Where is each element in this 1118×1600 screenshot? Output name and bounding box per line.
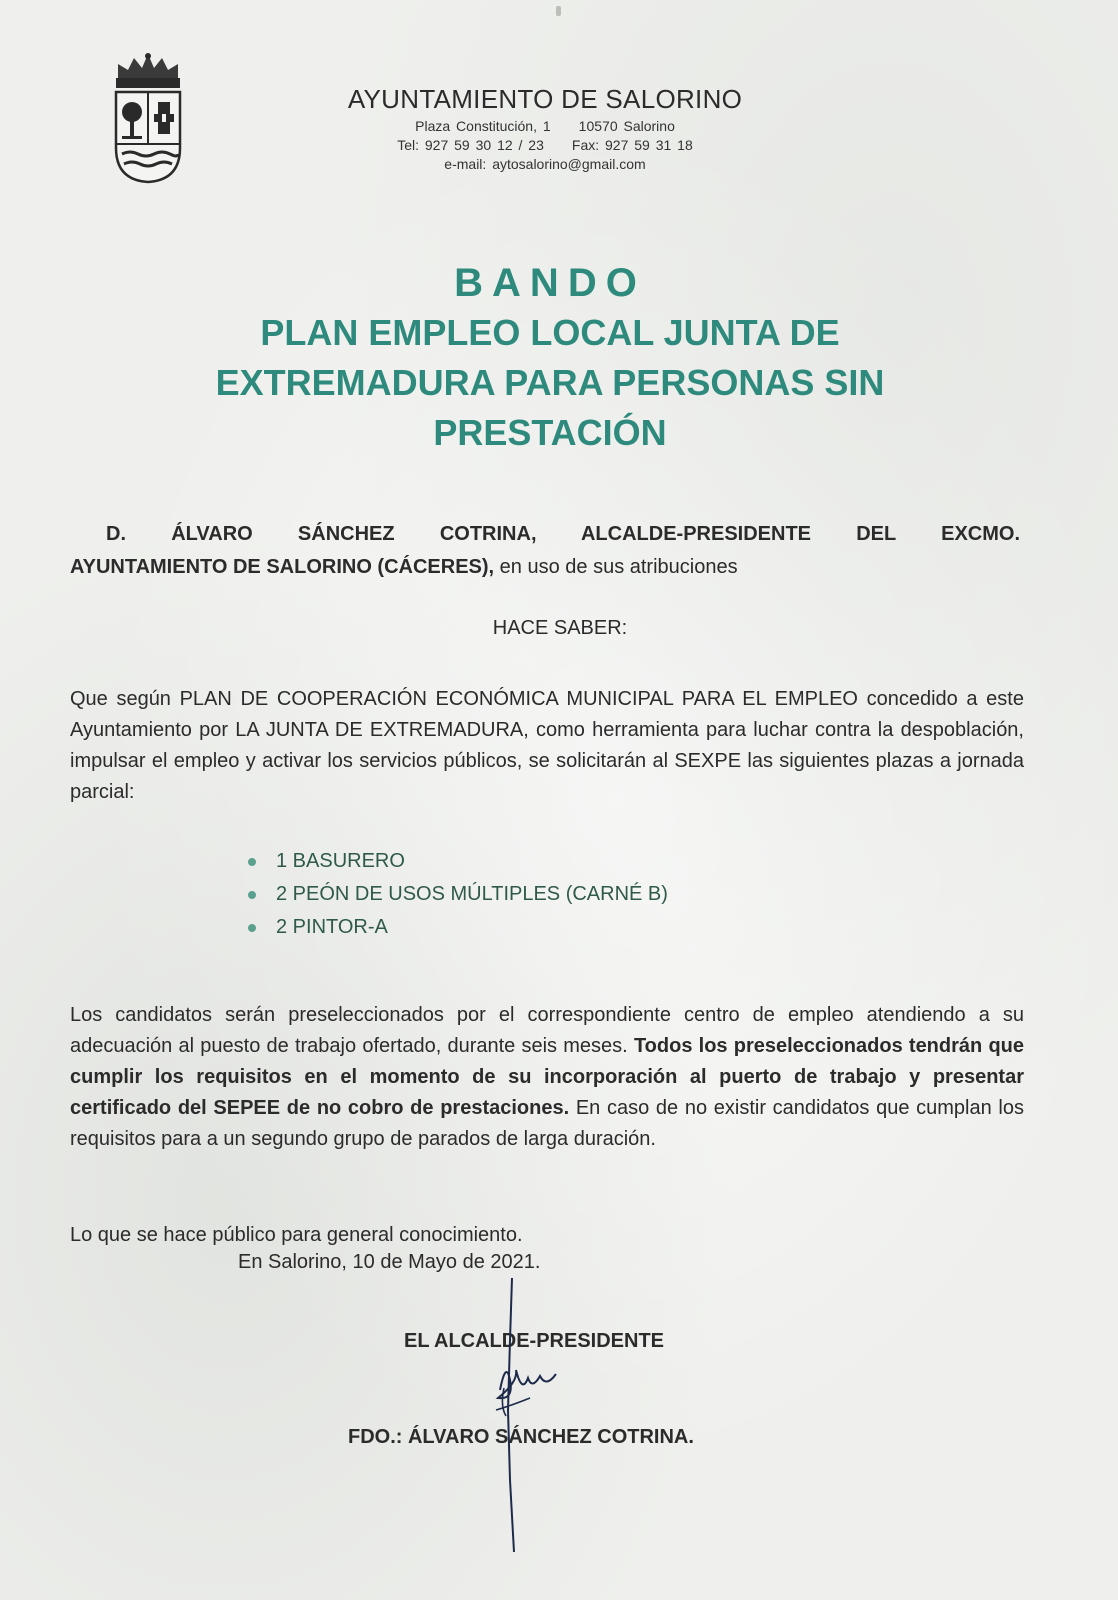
intro-line-2-bold: AYUNTAMIENTO DE SALORINO (CÁCERES), — [70, 556, 495, 578]
candidates-requirements-bold: Todos los preseleccionados tendrán que cumplir los requisitos en el momento de su incorporación al puerto de trabajo y presentar certificado del SEPEE de no cobro de prestaciones. — [70, 1035, 1024, 1119]
municipality-name: AYUNTAMIENTO DE SALORINO — [347, 84, 743, 114]
title-line-2: EXTREMADURA PARA PERSONAS SIN — [215, 362, 885, 403]
position-label: 2 PEÓN DE USOS MÚLTIPLES (CARNÉ B) — [276, 883, 668, 905]
fax: Fax: 927 59 31 18 — [571, 137, 693, 153]
positions-list — [248, 845, 668, 944]
place-date: En Salorino, 10 de Mayo de 2021. — [238, 1251, 541, 1273]
intro-paragraph — [70, 518, 1020, 584]
phone-line — [300, 137, 790, 153]
paper-speck — [556, 6, 561, 16]
document-title — [100, 258, 1000, 458]
paragraph-candidates — [70, 1000, 1024, 1155]
handwritten-signature — [470, 1270, 580, 1560]
coat-of-arms-icon — [110, 52, 186, 184]
title-bando: BANDO — [454, 261, 646, 305]
closing-statement: Lo que se hace público para general conocimiento. — [70, 1224, 523, 1246]
signer-role: EL ALCALDE-PRESIDENTE — [404, 1330, 665, 1352]
position-label: 2 PINTOR-A — [276, 916, 388, 938]
paragraph-plan: Que según PLAN DE COOPERACIÓN ECONÓMICA MUNICIPAL PARA EL EMPLEO concedido a este Ayuntamiento por LA JUNTA DE EXTREMADURA, como herramienta para luchar contra la despoblación, impulsar el empleo y activar los servicios públicos, se solicitarán al SEXPE las siguientes plazas a jornada parcial: — [70, 688, 1024, 803]
candidates-text-3: En caso de no existir candidatos que cumplan los requisitos para a un segundo grupo de parados de larga duración. — [70, 1097, 1024, 1150]
bullet-icon — [248, 891, 256, 899]
telephone: Tel: 927 59 30 12 / 23 — [397, 137, 544, 153]
list-item — [248, 878, 668, 911]
signed-by: FDO.: ÁLVARO SÁNCHEZ COTRINA. — [348, 1426, 694, 1448]
intro-line-2-rest: en uso de sus atribuciones — [494, 556, 738, 578]
postal-code: 10570 Salorino — [578, 118, 675, 134]
address: Plaza Constitución, 1 — [415, 118, 551, 134]
address-line — [300, 118, 790, 134]
bullet-icon — [248, 858, 256, 866]
candidates-text-1: Los candidatos serán preseleccionados por el correspondiente centro de empleo atendiendo a su adecuación al puesto de trabajo ofertado, durante seis meses. — [70, 1004, 1024, 1057]
hace-saber-heading: HACE SABER: — [492, 617, 628, 639]
list-item — [248, 911, 668, 944]
letterhead — [300, 84, 790, 172]
list-item — [248, 845, 668, 878]
title-line-3: PRESTACIÓN — [433, 412, 667, 453]
email: e-mail: aytosalorino@gmail.com — [444, 156, 646, 172]
title-line-1: PLAN EMPLEO LOCAL JUNTA DE — [260, 312, 840, 353]
intro-line-1: D. ÁLVARO SÁNCHEZ COTRINA, ALCALDE-PRESIDENTE DEL EXCMO. — [106, 523, 1020, 545]
intro-line-2 — [70, 551, 1020, 584]
bullet-icon — [248, 924, 256, 932]
position-label: 1 BASURERO — [276, 850, 405, 872]
